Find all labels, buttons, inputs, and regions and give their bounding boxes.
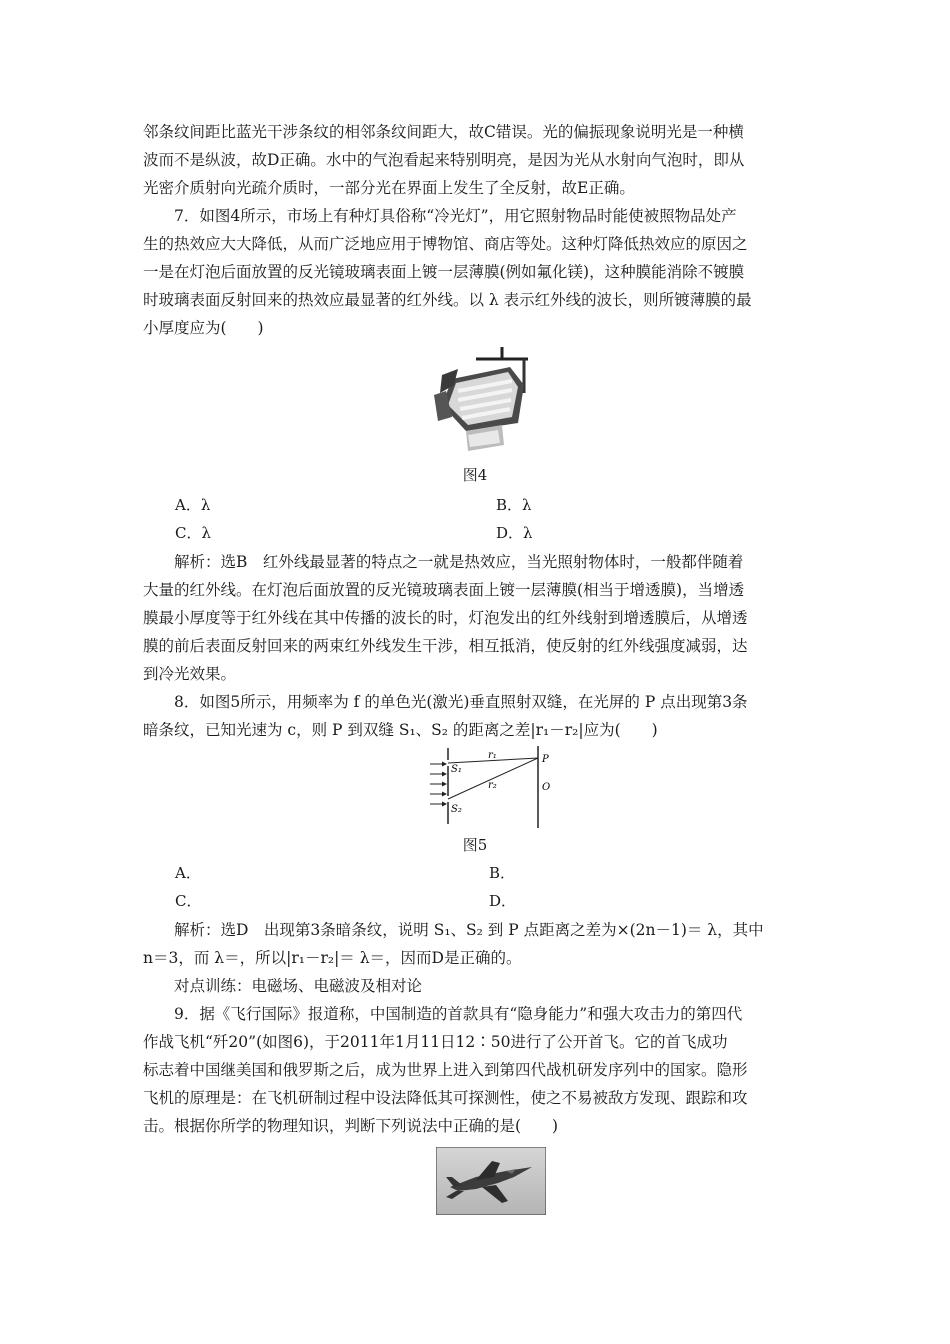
text-line: 击。根据你所学的物理知识，判断下列说法中正确的是( ) [143,1117,559,1135]
text-line: 8．如图5所示，用频率为 f 的单色光(激光)垂直照射双缝，在光屏的 P 点出现第3条 [174,693,748,711]
text-line: n＝3，而 λ＝，所以|r₁－r₂|＝ λ＝，因而D是正确的。 [143,949,522,967]
q7-solution [143,548,807,688]
text-line: 小厚度应为( ) [143,319,264,337]
section-title: 对点训练：电磁场、电磁波及相对论 [174,977,423,995]
q7-option-a: A．λ [175,496,211,514]
q8-option-d: D． [489,892,517,910]
text-line: 波而不是纵波，故D正确。水中的气泡看起来特别明亮，是因为光从水射向气泡时，即从 [143,151,745,169]
question-9 [143,1000,807,1140]
q8-option-b: B． [489,864,516,882]
label-o: O [542,782,551,793]
text-line: 邻条纹间距比蓝光干涉条纹的相邻条纹间距大，故C错误。光的偏振现象说明光是一种横 [143,123,744,141]
text-line: 到冷光效果。 [143,665,237,683]
figure-4-caption: 图4 [462,466,488,484]
text-line: 光密介质射向光疏介质时，一部分光在界面上发生了全反射，故E正确。 [143,179,635,197]
double-slit-figure [426,744,566,830]
text-line: 飞机的原理是：在飞机研制过程中设法降低其可探测性，使之不易被敌方发现、跟踪和攻 [143,1089,748,1107]
q8-option-c: C． [175,892,202,910]
paragraph-q6-solution-end [143,118,807,202]
label-s2: S₂ [451,804,462,815]
text-line: 7．如图4所示，市场上有种灯具俗称“冷光灯”，用它照射物品时能使被照物品处产 [174,207,737,225]
q7-option-d: D．λ [496,524,533,542]
question-8 [143,688,807,744]
q7-option-c: C．λ [175,524,211,542]
q8-option-a: A． [175,864,201,882]
label-r2: r₂ [488,780,497,791]
text-line: 作战飞机“歼20”(如图6)，于2011年1月11日12∶50进行了公开首飞。它的首飞成功 [143,1033,728,1051]
text-line: 时玻璃表面反射回来的热效应最显著的红外线。以 λ 表示红外线的波长，则所镀薄膜的最 [143,291,752,309]
text-line: 膜最小厚度等于红外线在其中传播的波长的时，灯泡发出的红外线射到增透膜后，从增透 [143,609,748,627]
label-r1: r₁ [488,750,497,761]
text-line: 暗条纹，已知光速为 c，则 P 到双缝 S₁、S₂ 的距离之差|r₁－r₂|应为( ) [143,721,658,739]
question-7 [143,202,807,342]
text-line: 一是在灯泡后面放置的反光镜玻璃表面上镀一层薄膜(例如氟化镁)，这种膜能消除不镀膜 [143,263,745,281]
label-s1: S₁ [451,764,462,775]
text-line: 标志着中国继美国和俄罗斯之后，成为世界上进入到第四代战机研发序列中的国家。隐形 [143,1061,748,1079]
cold-light-lamp-figure [432,345,528,453]
figure-5-caption: 图5 [462,836,488,854]
text-line: 9．据《飞行国际》报道称，中国制造的首款具有“隐身能力”和强大攻击力的第四代 [174,1005,743,1023]
q8-solution [143,916,807,972]
section-heading [143,972,807,1000]
text-line: 大量的红外线。在灯泡后面放置的反光镜玻璃表面上镀一层薄膜(相当于增透膜)，当增透 [143,581,745,599]
text-line: 解析：选B 红外线最显著的特点之一就是热效应，当光照射物体时，一般都伴随着 [174,553,744,571]
q7-option-b: B．λ [496,496,532,514]
label-p: P [542,754,549,765]
j20-fighter-photo [436,1147,546,1215]
text-line: 膜的前后表面反射回来的两束红外线发生干涉，相互抵消，使反射的红外线强度减弱，达 [143,637,748,655]
text-line: 解析：选D 出现第3条暗条纹，说明 S₁、S₂ 到 P 点距离之差为×(2n－1)＝ λ，其中 [174,921,764,939]
text-line: 生的热效应大大降低，从而广泛地应用于博物馆、商店等处。这种灯降低热效应的原因之 [143,235,748,253]
